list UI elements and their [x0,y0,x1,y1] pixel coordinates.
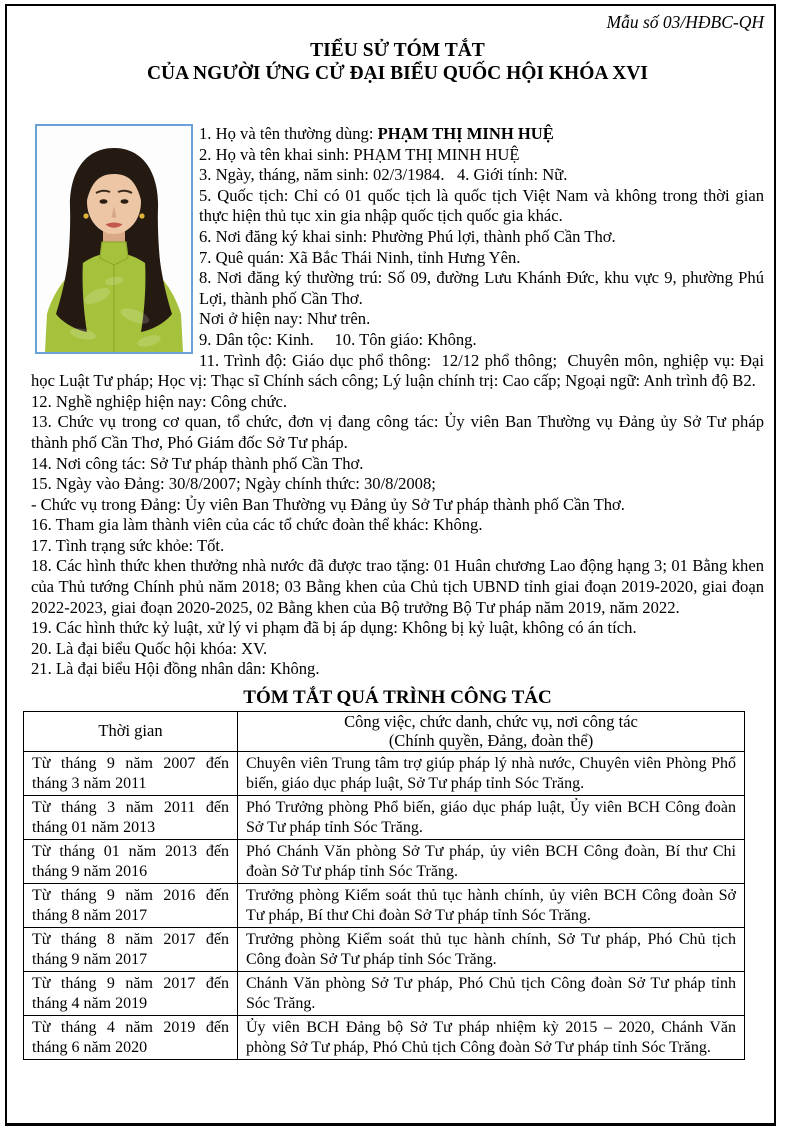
bio-item-label: 1. Họ và tên thường dùng: [199,124,378,143]
career-header-row [24,712,745,752]
career-row-job: Phó Trưởng phòng Phổ biến, giáo dục pháp luật, Ủy viên BCH Công đoàn Sở Tư pháp tỉnh Sóc Trăng. [238,796,745,840]
page-border [5,4,776,1126]
bio-item: 7. Quê quán: Xã Bắc Thái Ninh, tỉnh Hưng Yên. [199,247,521,267]
bio-item: - Chức vụ trong Đảng: Ủy viên Ban Thường vụ Đảng ủy Sở Tư pháp thành phố Cần Thơ. [31,494,625,514]
page-title-line2: CỦA NGƯỜI ỨNG CỬ ĐẠI BIỂU QUỐC HỘI KHÓA XVI [146,63,649,84]
career-header-time: Thời gian [24,712,238,752]
bio-item: 17. Tình trạng sức khỏe: Tốt. [31,535,225,555]
career-row-time: Từ tháng 4 năm 2019 đến tháng 6 năm 2020 [24,1016,238,1060]
career-row-job: Phó Chánh Văn phòng Sở Tư pháp, ủy viên BCH Công đoàn, Bí thư Chi đoàn Sở Tư pháp tỉnh Sóc Trăng. [238,840,745,884]
bio-item: 19. Các hình thức kỷ luật, xử lý vi phạm đã bị áp dụng: Không bị kỷ luật, không có án tích. [31,618,637,638]
career-header-job-line1: Công việc, chức danh, chức vụ, nơi công tác [344,712,638,732]
career-row-time: Từ tháng 01 năm 2013 đến tháng 9 năm 2016 [24,840,238,884]
career-header-job [238,712,745,752]
left-earring [83,213,88,218]
page-title [31,39,764,85]
form-code: Mẫu số 03/HĐBC-QH [606,12,764,32]
career-table-rows [24,752,745,1060]
career-row-time: Từ tháng 3 năm 2011 đến tháng 01 năm 2013 [24,796,238,840]
career-table [23,711,745,1060]
career-row [24,840,745,884]
career-row-time: Từ tháng 9 năm 2016 đến tháng 8 năm 2017 [24,884,238,928]
left-eye [100,199,108,204]
bio-item: 12. Nghề nghiệp hiện nay: Công chức. [31,391,288,411]
bio-item: Nơi ở hiện nay: Như trên. [199,309,371,329]
bio-item: 3. Ngày, tháng, năm sinh: 02/3/1984. 4. Giới tính: Nữ. [199,165,568,185]
bio-item: 5. Quốc tịch: Chỉ có 01 quốc tịch là quốc tịch Việt Nam và không trong thời gian thực hiện thủ tục xin gia nhập quốc tịch quốc gia khác. [199,185,764,226]
bio-item: 13. Chức vụ trong cơ quan, tổ chức, đơn vị đang công tác: Ủy viên Ban Thường vụ Đảng ủy Sở Tư pháp thành phố Cần Thơ, Phó Giám đốc Sở Tư pháp. [31,412,764,452]
career-row [24,796,745,840]
bio-item: 14. Nơi công tác: Sở Tư pháp thành phố Cần Thơ. [31,453,364,473]
bio-item: 11. Trình độ: Giáo dục phổ thông: 12/12 phổ thông; Chuyên môn, nghiệp vụ: Đại học Luật Tư pháp; Học vị: Thạc sĩ Chính sách công; Lý luận chính trị: Cao cấp; Ngoại ngữ: Anh trình độ B2. [31,350,764,391]
bio-item-value-bold: PHẠM THỊ MINH HUỆ [377,124,554,143]
career-row-job: Trưởng phòng Kiểm soát thủ tục hành chính, ủy viên BCH Công đoàn Sở Tư pháp, Bí thư Chi đoàn Sở Tư pháp tỉnh Sóc Trăng. [238,884,745,928]
career-row-job: Chuyên viên Trung tâm trợ giúp pháp lý nhà nước, Chuyên viên Phòng Phổ biến, giáo dục pháp luật, Sở Tư pháp tỉnh Sóc Trăng. [238,752,745,796]
bio-section [31,124,764,680]
bio-item: 9. Dân tộc: Kinh. 10. Tôn giáo: Không. [199,329,477,349]
career-row-time: Từ tháng 9 năm 2007 đến tháng 3 năm 2011 [24,752,238,796]
career-header-job-line2: (Chính quyền, Đảng, đoàn thể) [388,730,594,750]
career-row-time: Từ tháng 8 năm 2017 đến tháng 9 năm 2017 [24,928,238,972]
career-table-head [24,712,745,752]
career-row [24,1016,745,1060]
career-row [24,752,745,796]
career-row [24,972,745,1016]
career-row [24,928,745,972]
portrait-photo [37,126,191,352]
bio-item: 2. Họ và tên khai sinh: PHẠM THỊ MINH HUỆ [199,144,520,164]
bio-item: 16. Tham gia làm thành viên của các tổ chức đoàn thể khác: Không. [31,515,483,535]
career-row-time: Từ tháng 9 năm 2017 đến tháng 4 năm 2019 [24,972,238,1016]
right-earring [139,213,144,218]
career-row-job: Chánh Văn phòng Sở Tư pháp, Phó Chủ tịch Công đoàn Sở Tư pháp tỉnh Sóc Trăng. [238,972,745,1016]
career-row-job: Ủy viên BCH Đảng bộ Sở Tư pháp nhiệm kỳ 2015 – 2020, Chánh Văn phòng Sở Tư pháp, Phó Chủ tịch Công đoàn Sở Tư pháp tỉnh Sóc Trăng. [238,1016,745,1060]
right-eye [121,199,129,204]
bio-item: 21. Là đại biểu Hội đồng nhân dân: Không. [31,659,320,679]
career-row [24,884,745,928]
bio-item: 20. Là đại biểu Quốc hội khóa: XV. [31,638,268,658]
page-title-line1: TIỂU SỬ TÓM TẮT [310,40,485,61]
career-row-job: Trưởng phòng Kiểm soát thủ tục hành chính, Sở Tư pháp, Phó Chủ tịch Công đoàn Sở Tư pháp tỉnh Sóc Trăng. [238,928,745,972]
bio-item: 8. Nơi đăng ký thường trú: Số 09, đường Lưu Khánh Đức, khu vực 9, phường Phú Lợi, thành phố Cần Thơ. [199,268,764,308]
portrait-photo-frame [35,124,193,354]
career-heading: TÓM TẮT QUÁ TRÌNH CÔNG TÁC [243,687,552,709]
bio-item: 6. Nơi đăng ký khai sinh: Phường Phú lợi, thành phố Cần Thơ. [199,226,616,246]
bio-item: 18. Các hình thức khen thưởng nhà nước đã được trao tặng: 01 Huân chương Lao động hạng 3; 01 Bằng khen của Thủ tướng Chính phủ năm 2018; 03 Bằng khen của Chủ tịch UBND tỉnh giai đoạn 2019-2020, giai đoạn 2022-2023, giai đoạn 2020-2025, 02 Bằng khen của Bộ trưởng Bộ Tư pháp năm 2019, năm 2022. [31,556,764,617]
bio-item: 15. Ngày vào Đảng: 30/8/2007; Ngày chính thức: 30/8/2008; [31,474,436,494]
